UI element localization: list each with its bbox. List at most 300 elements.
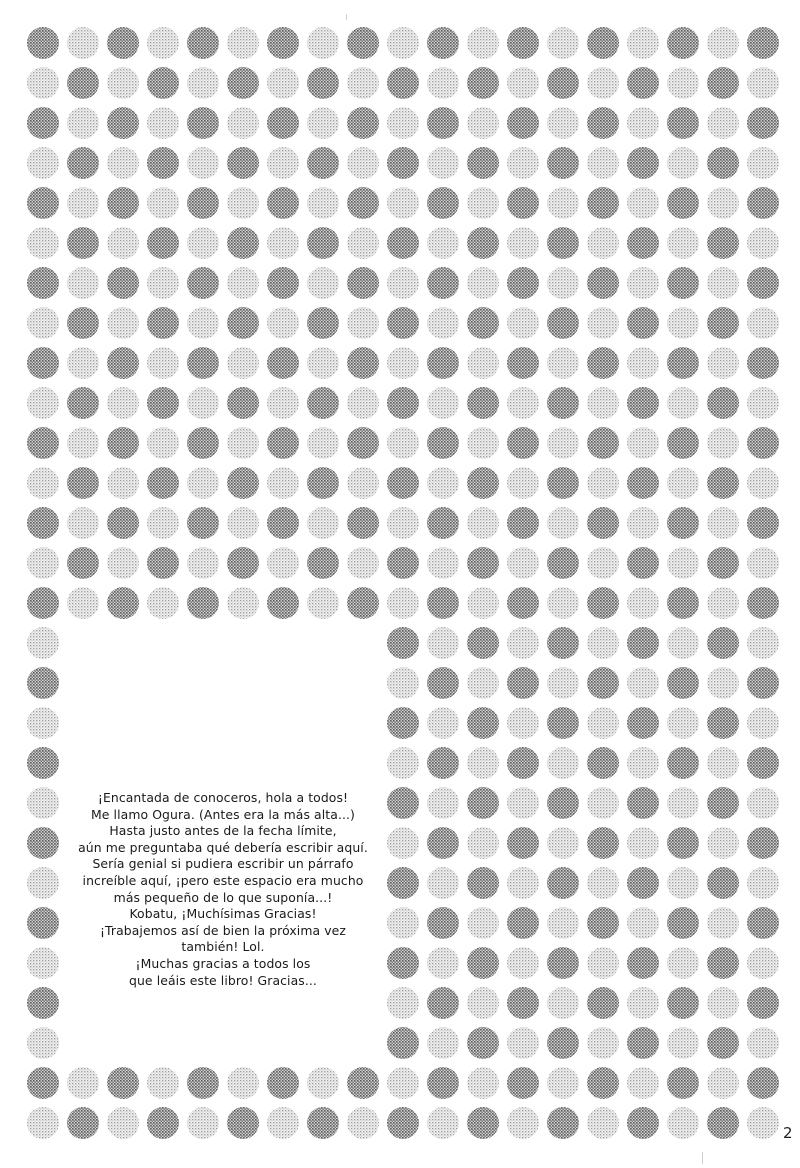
polka-dot	[347, 467, 379, 499]
polka-dot	[707, 627, 739, 659]
polka-dot	[547, 347, 579, 379]
polka-dot	[707, 787, 739, 819]
polka-dot	[467, 387, 499, 419]
polka-dot	[467, 667, 499, 699]
polka-dot	[507, 627, 539, 659]
polka-dot	[667, 27, 699, 59]
polka-dot	[267, 1107, 299, 1139]
polka-dot	[147, 187, 179, 219]
polka-dot	[107, 147, 139, 179]
polka-dot	[587, 467, 619, 499]
polka-dot	[427, 1067, 459, 1099]
polka-dot	[67, 427, 99, 459]
polka-dot	[667, 907, 699, 939]
polka-dot	[587, 707, 619, 739]
polka-dot	[67, 227, 99, 259]
polka-dot	[627, 947, 659, 979]
polka-dot	[747, 507, 779, 539]
polka-dot	[27, 867, 59, 899]
polka-dot	[27, 427, 59, 459]
polka-dot	[227, 67, 259, 99]
polka-dot	[667, 107, 699, 139]
polka-dot	[27, 387, 59, 419]
polka-dot	[347, 107, 379, 139]
polka-dot	[67, 547, 99, 579]
polka-dot	[67, 27, 99, 59]
polka-dot	[307, 387, 339, 419]
polka-dot	[307, 227, 339, 259]
polka-dot	[467, 27, 499, 59]
polka-dot	[587, 547, 619, 579]
polka-dot	[27, 107, 59, 139]
polka-dot	[667, 507, 699, 539]
polka-dot	[667, 667, 699, 699]
polka-dot	[27, 187, 59, 219]
polka-dot	[747, 827, 779, 859]
polka-dot	[67, 307, 99, 339]
polka-dot	[387, 307, 419, 339]
polka-dot	[427, 267, 459, 299]
polka-dot	[267, 347, 299, 379]
polka-dot	[747, 1027, 779, 1059]
polka-dot	[307, 507, 339, 539]
polka-dot	[187, 107, 219, 139]
polka-dot	[507, 867, 539, 899]
polka-dot	[267, 387, 299, 419]
polka-dot	[587, 827, 619, 859]
polka-dot	[587, 747, 619, 779]
polka-dot	[507, 707, 539, 739]
polka-dot	[427, 427, 459, 459]
polka-dot	[307, 107, 339, 139]
polka-dot	[707, 667, 739, 699]
polka-dot	[307, 187, 339, 219]
polka-dot	[667, 347, 699, 379]
polka-dot	[507, 787, 539, 819]
author-note	[58, 790, 388, 989]
polka-dot	[667, 587, 699, 619]
polka-dot	[627, 827, 659, 859]
polka-dot	[187, 67, 219, 99]
polka-dot	[427, 787, 459, 819]
polka-dot	[627, 1107, 659, 1139]
polka-dot	[147, 547, 179, 579]
polka-dot	[667, 1107, 699, 1139]
polka-dot	[467, 707, 499, 739]
polka-dot	[547, 827, 579, 859]
polka-dot	[267, 107, 299, 139]
polka-dot	[27, 147, 59, 179]
polka-dot	[187, 227, 219, 259]
polka-dot	[427, 187, 459, 219]
polka-dot	[27, 907, 59, 939]
polka-dot	[547, 867, 579, 899]
polka-dot	[227, 147, 259, 179]
polka-dot	[107, 27, 139, 59]
polka-dot	[387, 1027, 419, 1059]
polka-dot	[147, 67, 179, 99]
polka-dot	[707, 547, 739, 579]
polka-dot	[347, 1107, 379, 1139]
polka-dot	[547, 627, 579, 659]
polka-dot	[467, 1107, 499, 1139]
polka-dot	[227, 387, 259, 419]
polka-dot	[507, 987, 539, 1019]
polka-dot	[427, 67, 459, 99]
polka-dot	[27, 587, 59, 619]
polka-dot	[107, 587, 139, 619]
polka-dot	[627, 987, 659, 1019]
polka-dot	[347, 187, 379, 219]
polka-dot	[27, 947, 59, 979]
polka-dot	[427, 307, 459, 339]
polka-dot	[187, 1067, 219, 1099]
polka-dot	[667, 227, 699, 259]
polka-dot	[467, 67, 499, 99]
polka-dot	[187, 307, 219, 339]
polka-dot	[667, 787, 699, 819]
polka-dot	[587, 787, 619, 819]
polka-dot	[707, 467, 739, 499]
note-line: ¡Encantada de conoceros, hola a todos!	[97, 790, 349, 805]
note-line: increíble aquí, ¡pero este espacio era mucho	[82, 872, 364, 888]
polka-dot	[107, 307, 139, 339]
polka-dot	[187, 27, 219, 59]
polka-dot	[587, 1067, 619, 1099]
polka-dot	[347, 307, 379, 339]
polka-dot	[67, 347, 99, 379]
polka-dot	[387, 67, 419, 99]
polka-dot	[27, 307, 59, 339]
polka-dot	[627, 427, 659, 459]
polka-dot	[747, 987, 779, 1019]
polka-dot	[467, 307, 499, 339]
polka-dot	[467, 267, 499, 299]
polka-dot	[187, 427, 219, 459]
polka-dot	[307, 347, 339, 379]
polka-dot	[747, 1107, 779, 1139]
polka-dot	[267, 547, 299, 579]
polka-dot	[707, 867, 739, 899]
polka-dot	[387, 547, 419, 579]
polka-dot	[147, 387, 179, 419]
polka-dot	[547, 467, 579, 499]
polka-dot	[507, 547, 539, 579]
polka-dot	[627, 467, 659, 499]
polka-dot	[107, 467, 139, 499]
polka-dot	[27, 787, 59, 819]
polka-dot	[547, 27, 579, 59]
polka-dot	[587, 1027, 619, 1059]
polka-dot	[627, 227, 659, 259]
polka-dot	[507, 27, 539, 59]
polka-dot	[187, 347, 219, 379]
polka-dot	[27, 67, 59, 99]
polka-dot	[387, 867, 419, 899]
polka-dot	[427, 827, 459, 859]
polka-dot	[547, 107, 579, 139]
polka-dot	[387, 267, 419, 299]
polka-dot	[547, 667, 579, 699]
polka-dot	[507, 107, 539, 139]
polka-dot	[707, 827, 739, 859]
polka-dot	[547, 787, 579, 819]
polka-dot	[387, 747, 419, 779]
polka-dot	[467, 147, 499, 179]
polka-dot	[227, 187, 259, 219]
polka-dot	[587, 387, 619, 419]
polka-dot	[427, 707, 459, 739]
polka-dot	[587, 947, 619, 979]
polka-dot	[707, 347, 739, 379]
polka-dot	[27, 27, 59, 59]
polka-dot	[587, 867, 619, 899]
polka-dot	[307, 267, 339, 299]
polka-dot	[427, 947, 459, 979]
polka-dot	[27, 347, 59, 379]
polka-dot	[107, 547, 139, 579]
polka-dot	[107, 1067, 139, 1099]
polka-dot	[387, 107, 419, 139]
note-line: Hasta justo antes de la fecha límite,	[109, 823, 337, 839]
polka-dot	[587, 107, 619, 139]
polka-dot	[387, 667, 419, 699]
polka-dot	[67, 1107, 99, 1139]
polka-dot	[347, 427, 379, 459]
polka-dot	[347, 27, 379, 59]
polka-dot	[467, 587, 499, 619]
polka-dot	[587, 667, 619, 699]
polka-dot	[267, 467, 299, 499]
polka-dot	[427, 227, 459, 259]
polka-dot	[667, 147, 699, 179]
polka-dot	[427, 507, 459, 539]
polka-dot	[27, 987, 59, 1019]
polka-dot	[547, 1107, 579, 1139]
polka-dot	[267, 147, 299, 179]
polka-dot	[387, 627, 419, 659]
polka-dot	[427, 747, 459, 779]
polka-dot	[107, 347, 139, 379]
polka-dot	[547, 907, 579, 939]
polka-dot	[227, 507, 259, 539]
polka-dot	[627, 787, 659, 819]
polka-dot	[347, 227, 379, 259]
polka-dot	[467, 1067, 499, 1099]
polka-dot	[747, 667, 779, 699]
polka-dot	[627, 147, 659, 179]
polka-dot	[267, 187, 299, 219]
polka-dot	[667, 707, 699, 739]
polka-dot	[67, 467, 99, 499]
polka-dot	[627, 67, 659, 99]
polka-dot	[187, 467, 219, 499]
polka-dot	[547, 987, 579, 1019]
polka-dot	[27, 1027, 59, 1059]
polka-dot	[227, 1067, 259, 1099]
polka-dot	[627, 707, 659, 739]
polka-dot	[667, 1067, 699, 1099]
polka-dot	[707, 1107, 739, 1139]
polka-dot	[627, 347, 659, 379]
polka-dot	[507, 187, 539, 219]
polka-dot	[707, 947, 739, 979]
polka-dot	[507, 587, 539, 619]
polka-dot	[547, 587, 579, 619]
polka-dot	[467, 467, 499, 499]
polka-dot	[667, 1027, 699, 1059]
polka-dot	[267, 27, 299, 59]
polka-dot	[427, 387, 459, 419]
polka-dot	[547, 187, 579, 219]
polka-dot	[267, 67, 299, 99]
polka-dot	[347, 147, 379, 179]
polka-dot	[547, 427, 579, 459]
polka-dot	[507, 907, 539, 939]
polka-dot	[427, 1027, 459, 1059]
polka-dot	[667, 387, 699, 419]
polka-dot	[707, 1067, 739, 1099]
polka-dot	[227, 1107, 259, 1139]
polka-dot	[67, 147, 99, 179]
polka-dot	[427, 147, 459, 179]
polka-dot	[347, 267, 379, 299]
polka-dot	[267, 307, 299, 339]
polka-dot	[587, 187, 619, 219]
polka-dot	[627, 627, 659, 659]
polka-dot	[107, 107, 139, 139]
polka-dot	[747, 547, 779, 579]
polka-dot	[507, 67, 539, 99]
polka-dot	[467, 867, 499, 899]
polka-dot	[467, 347, 499, 379]
polka-dot	[587, 147, 619, 179]
polka-dot	[707, 707, 739, 739]
polka-dot	[347, 67, 379, 99]
polka-dot	[387, 387, 419, 419]
note-line: más pequeño de lo que suponía...!	[113, 889, 333, 905]
polka-dot	[707, 227, 739, 259]
polka-dot	[307, 67, 339, 99]
polka-dot	[187, 1107, 219, 1139]
polka-dot	[547, 67, 579, 99]
polka-dot	[67, 187, 99, 219]
polka-dot	[147, 307, 179, 339]
polka-dot	[427, 627, 459, 659]
polka-dot	[667, 427, 699, 459]
polka-dot	[747, 1067, 779, 1099]
polka-dot	[347, 507, 379, 539]
polka-dot	[747, 747, 779, 779]
polka-dot	[147, 227, 179, 259]
polka-dot	[147, 587, 179, 619]
polka-dot	[307, 27, 339, 59]
polka-dot	[227, 267, 259, 299]
polka-dot	[747, 947, 779, 979]
polka-dot	[467, 787, 499, 819]
polka-dot	[107, 1107, 139, 1139]
polka-dot	[147, 507, 179, 539]
polka-dot	[587, 427, 619, 459]
polka-dot	[707, 587, 739, 619]
polka-dot	[747, 67, 779, 99]
polka-dot	[627, 747, 659, 779]
polka-dot	[507, 667, 539, 699]
crop-mark	[702, 1152, 703, 1164]
polka-dot	[467, 107, 499, 139]
polka-dot	[147, 147, 179, 179]
polka-dot	[27, 667, 59, 699]
polka-dot	[627, 27, 659, 59]
polka-dot	[387, 907, 419, 939]
polka-dot	[267, 267, 299, 299]
polka-dot	[347, 387, 379, 419]
polka-dot	[507, 307, 539, 339]
polka-dot	[67, 387, 99, 419]
polka-dot	[467, 827, 499, 859]
polka-dot	[507, 947, 539, 979]
note-line: Me llamo Ogura. (Antes era la más alta...)	[90, 806, 355, 822]
polka-dot	[227, 27, 259, 59]
polka-dot	[427, 347, 459, 379]
polka-dot	[747, 27, 779, 59]
polka-dot	[667, 67, 699, 99]
polka-dot	[587, 67, 619, 99]
polka-dot	[387, 987, 419, 1019]
polka-dot	[427, 467, 459, 499]
polka-dot	[507, 147, 539, 179]
polka-dot	[427, 107, 459, 139]
polka-dot	[147, 267, 179, 299]
polka-dot	[227, 307, 259, 339]
polka-dot	[307, 547, 339, 579]
polka-dot	[467, 987, 499, 1019]
polka-dot	[27, 707, 59, 739]
polka-dot	[387, 507, 419, 539]
polka-dot	[707, 987, 739, 1019]
polka-dot	[627, 187, 659, 219]
polka-dot	[227, 227, 259, 259]
polka-dot	[467, 747, 499, 779]
polka-dot	[707, 427, 739, 459]
polka-dot	[147, 107, 179, 139]
polka-dot	[747, 707, 779, 739]
polka-dot	[27, 227, 59, 259]
polka-dot	[187, 147, 219, 179]
polka-dot	[467, 507, 499, 539]
polka-dot	[547, 147, 579, 179]
polka-dot	[747, 267, 779, 299]
polka-dot	[627, 267, 659, 299]
polka-dot	[27, 507, 59, 539]
polka-dot	[667, 947, 699, 979]
polka-dot	[547, 227, 579, 259]
polka-dot	[187, 507, 219, 539]
polka-dot	[587, 227, 619, 259]
polka-dot	[547, 1067, 579, 1099]
polka-dot	[227, 427, 259, 459]
polka-dot	[347, 347, 379, 379]
polka-dot	[387, 1067, 419, 1099]
polka-dot	[587, 27, 619, 59]
polka-dot	[187, 547, 219, 579]
polka-dot	[587, 267, 619, 299]
polka-dot	[67, 267, 99, 299]
polka-dot	[387, 227, 419, 259]
polka-dot	[467, 907, 499, 939]
polka-dot	[627, 107, 659, 139]
polka-dot	[387, 27, 419, 59]
